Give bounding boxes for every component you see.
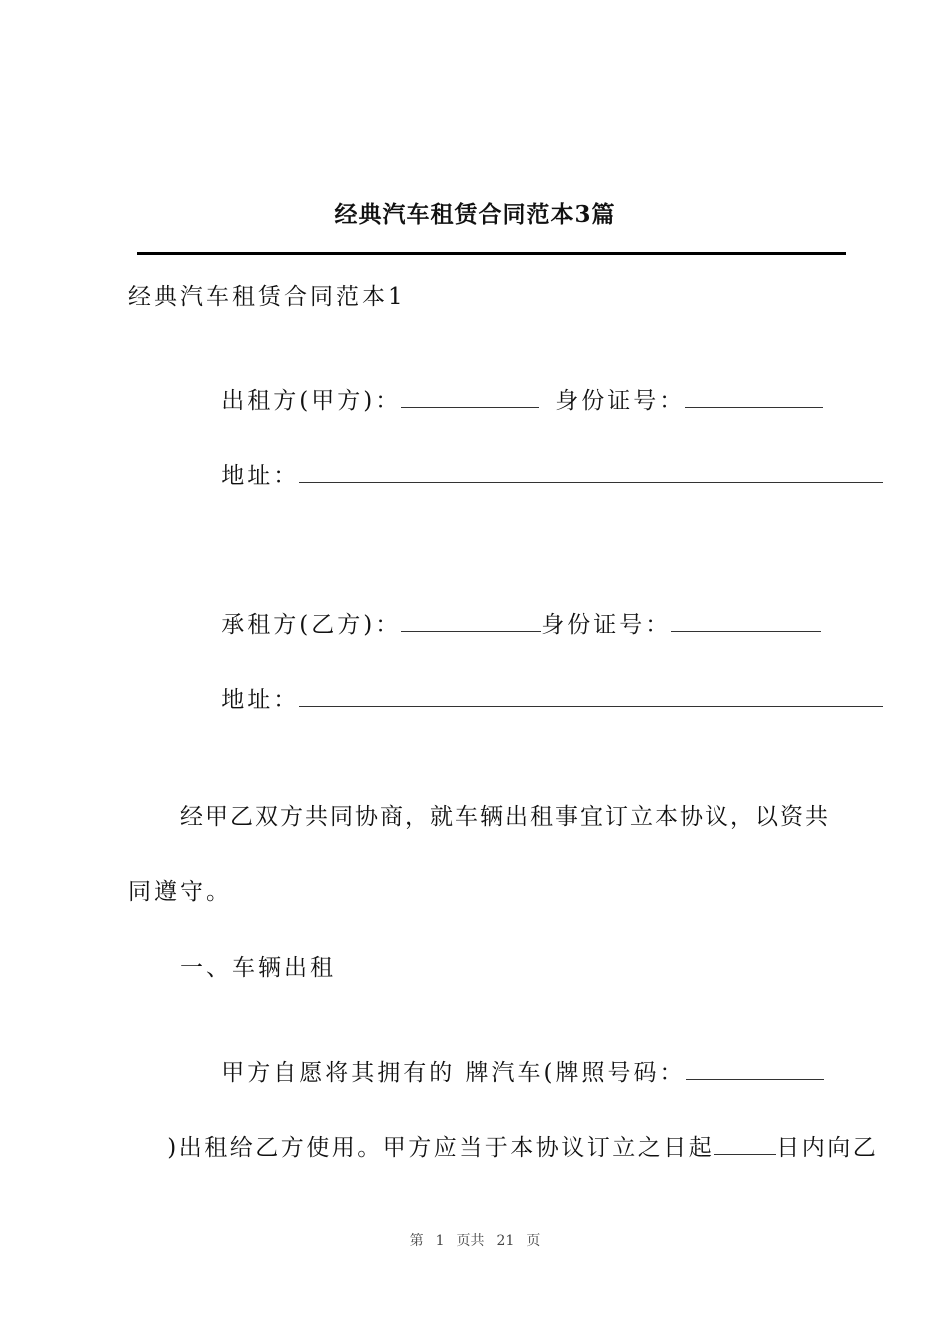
footer-middle: 页共	[456, 1233, 485, 1249]
address-label-2: 地址：	[221, 687, 300, 713]
lessee-label: 承租方(乙方)：	[221, 612, 402, 638]
paragraph-1-line-2: 同遵守。	[128, 879, 232, 905]
lessor-label: 出租方(甲方)：	[221, 388, 402, 414]
paragraph-2-text-1: 甲方自愿将其拥有的 牌汽车(牌照号码：	[221, 1060, 686, 1086]
days-blank	[714, 1132, 776, 1155]
lessor-address-blank	[299, 460, 883, 483]
lessor-name-blank	[401, 385, 539, 408]
plate-number-blank	[686, 1057, 824, 1080]
document-title: 经典汽车租赁合同范本3篇	[334, 201, 616, 228]
lessee-address-blank	[299, 684, 883, 707]
section-title: 经典汽车租赁合同范本1	[128, 284, 406, 310]
lessee-id-label: 身份证号：	[541, 612, 672, 638]
footer-page-number: 1	[435, 1233, 445, 1249]
page-footer	[0, 1230, 950, 1250]
footer-prefix: 第	[409, 1233, 424, 1249]
heading-vehicle-rental: 一、车辆出租	[180, 955, 336, 981]
paragraph-1-line-1: 经甲乙双方共同协商，就车辆出租事宜订立本协议，以资共	[180, 804, 830, 830]
footer-suffix: 页	[526, 1233, 541, 1249]
lessor-address-line	[180, 430, 883, 521]
title-divider	[137, 252, 846, 255]
paragraph-2-text-2a: )出租给乙方使用。甲方应当于本协议订立之日起	[167, 1135, 715, 1161]
address-label-1: 地址：	[221, 463, 300, 489]
lessee-id-blank	[671, 609, 821, 632]
paragraph-2-text-2b: 日内向乙	[776, 1135, 879, 1161]
lessee-address-line	[180, 654, 883, 745]
lessor-id-label: 身份证号：	[555, 388, 686, 414]
footer-total-pages: 21	[496, 1233, 515, 1249]
paragraph-2-line-2	[128, 1102, 878, 1193]
lessee-name-blank	[401, 609, 541, 632]
lessor-id-blank	[685, 385, 823, 408]
